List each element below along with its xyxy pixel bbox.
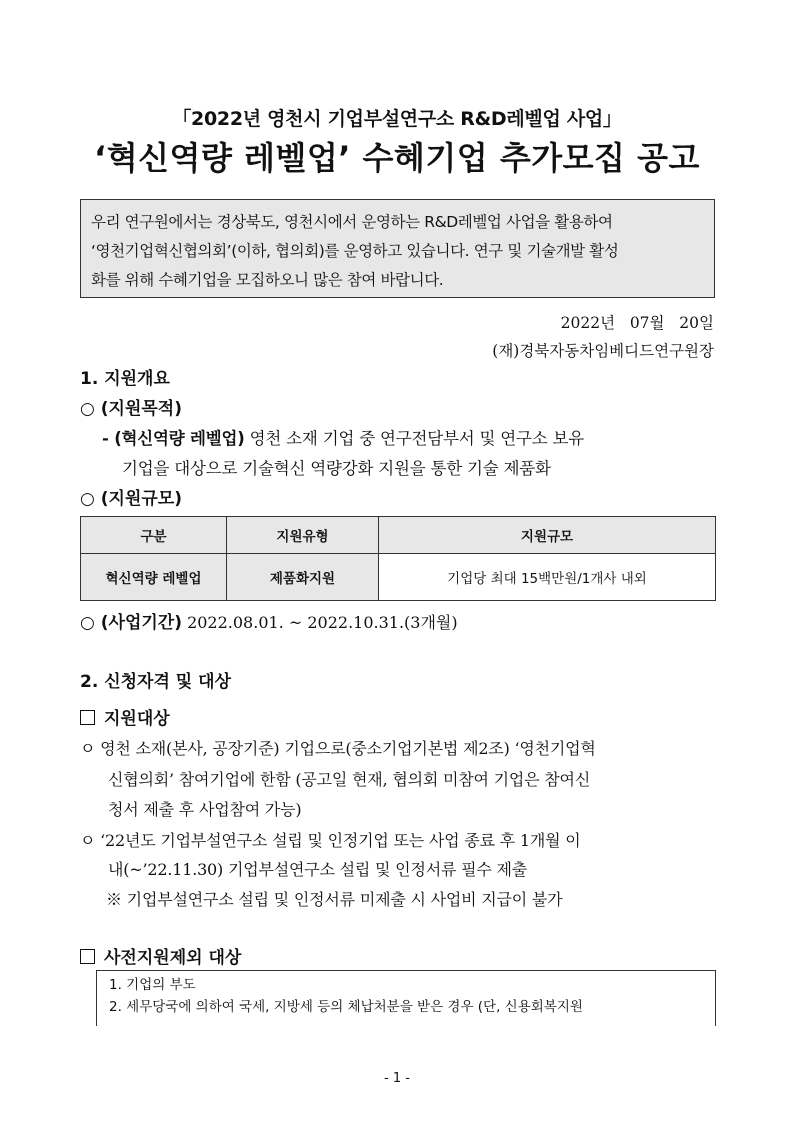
purpose-line-2: 기업을 대상으로 기술혁신 역량강화 지원을 통한 기술 제품화: [122, 459, 551, 478]
support-table: [80, 516, 716, 601]
table-cell: 기업당 최대 15백만원/1개사 내외: [379, 554, 716, 601]
exclusion-item-1: 1. 기업의 부도: [109, 977, 196, 993]
checkbox-square-icon: [80, 710, 95, 725]
exclusion-heading: [80, 943, 241, 968]
purpose-text-1: 영천 소재 기업 중 연구전담부서 및 연구소 보유: [244, 429, 585, 448]
purpose-bold: (혁신역량 레벨업): [114, 429, 245, 448]
period-label: ○ (사업기간): [80, 613, 182, 633]
purpose-line-1: [102, 425, 584, 449]
target-heading: [80, 704, 170, 729]
exclusion-box: [96, 970, 716, 1026]
target-item-2-line-2: 내(~’22.11.30) 기업부설연구소 설립 및 인정서류 필수 제출: [108, 860, 528, 879]
intro-line-1: 우리 연구원에서는 경상북도, 영천시에서 운영하는 R&D레벨업 사업을 활용하여: [91, 213, 613, 231]
checkbox-square-icon: [80, 949, 95, 964]
intro-line-2: ‘영천기업혁신협의회’(이하, 협의회)를 운영하고 있습니다. 연구 및 기술개발 활성: [91, 242, 619, 260]
target-item-1-line-3: 청서 제출 후 사업참여 가능): [108, 800, 302, 819]
target-note: ※ 기업부설연구소 설립 및 인정서류 미제출 시 사업비 지급이 불가: [106, 890, 563, 909]
table-header-cell: 구분: [81, 517, 227, 554]
period-line: [80, 608, 458, 633]
document-subtitle: 「2022년 영천시 기업부설연구소 R&D레벨업 사업」: [172, 108, 622, 130]
exclusion-heading-text: 사전지원제외 대상: [104, 948, 242, 968]
page-number: - 1 -: [384, 1071, 410, 1086]
purpose-dash: -: [102, 429, 115, 448]
table-header-row: [81, 517, 716, 554]
target-item-1-line-2: 신협의회’ 참여기업에 한함 (공고일 현재, 협의회 미참여 기업은 참여신: [108, 770, 591, 789]
table-header-cell: 지원규모: [379, 517, 716, 554]
target-item-2-line-1: ㅇ ‘22년도 기업부설연구소 설립 및 인정기업 또는 사업 종료 후 1개월 이: [80, 831, 581, 850]
table-cell: 혁신역량 레벨업: [81, 554, 227, 601]
notice-org: (재)경북자동차임베디드연구원장: [492, 342, 714, 360]
target-item-1-line-1: ㅇ 영천 소재(본사, 공장기준) 기업으로(중소기업기본법 제2조) ‘영천기업혁: [80, 739, 596, 758]
document-title: ‘혁신역량 레벨업’ 수혜기업 추가모집 공고: [94, 139, 700, 177]
table-header-cell: 지원유형: [227, 517, 379, 554]
exclusion-item-2: 2. 세무당국에 의하여 국세, 지방세 등의 체납처분을 받은 경우 (단, 신용회복지원: [109, 999, 583, 1015]
purpose-label: ○ (지원목적): [80, 399, 182, 419]
period-value: 2022.08.01. ~ 2022.10.31.(3개월): [181, 613, 458, 632]
section-2-heading: 2. 신청자격 및 대상: [80, 672, 231, 692]
notice-date: 2022년 07월 20일: [560, 314, 714, 332]
intro-box: [80, 199, 715, 298]
target-heading-text: 지원대상: [104, 709, 170, 729]
scale-label: ○ (지원규모): [80, 489, 182, 509]
intro-line-3: 화를 위해 수혜기업을 모집하오니 많은 참여 바랍니다.: [91, 271, 444, 289]
section-1-heading: 1. 지원개요: [80, 369, 170, 389]
table-row: [81, 554, 716, 601]
table-cell: 제품화지원: [227, 554, 379, 601]
